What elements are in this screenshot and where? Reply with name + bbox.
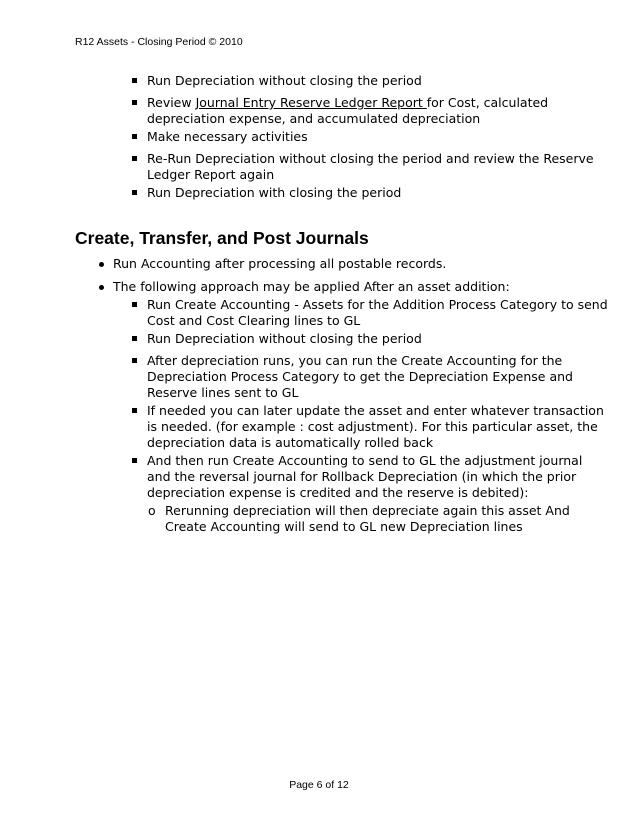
page-header: R12 Assets - Closing Period © 2010 [75,36,243,48]
list-item: Run Depreciation without closing the period [147,331,422,346]
bullet-square [132,134,137,139]
list-item-continuation: Ledger Report again [147,167,275,182]
list-item: After depreciation runs, you can run the Create Accounting for the [147,353,563,368]
list-item: And then run Create Accounting to send to GL the adjustment journal [147,453,583,468]
list-item: Run Create Accounting - Assets for the Addition Process Category to send [147,297,608,312]
list-item: Re-Run Depreciation without closing the period and review the Reserve [147,151,594,166]
bullet-circle: o [148,503,156,518]
bullet-square [132,78,137,83]
list-item: Run Depreciation without closing the period [147,73,422,88]
bullet-square [132,190,137,195]
list-item: Run Accounting after processing all postable records. [113,256,447,271]
report-link[interactable]: Journal Entry Reserve Ledger Report [195,95,427,110]
list-item: The following approach may be applied After an asset addition: [113,279,510,294]
list-item-continuation: Depreciation Process Category to get the Depreciation Expense and [147,369,573,384]
bullet-square [132,100,137,105]
bullet-square [132,302,137,307]
bullet-square [132,358,137,363]
list-item: Rerunning depreciation will then depreciate again this asset And [165,503,570,518]
section-heading: Create, Transfer, and Post Journals [75,228,369,248]
list-item-continuation: depreciation expense is credited and the reserve is debited): [147,485,529,500]
bullet-square [132,336,137,341]
item-text: for Cost, calculated [426,95,549,110]
bullet-dot [99,285,104,290]
list-item [147,95,548,112]
list-item: If needed you can later update the asset and enter whatever transaction [147,403,604,418]
list-item-continuation: Reserve lines sent to GL [147,385,299,400]
bullet-square [132,408,137,413]
list-item: Run Depreciation with closing the period [147,185,402,200]
list-item-continuation: depreciation data is automatically rolled back [147,435,434,450]
list-item-continuation: is needed. (for example : cost adjustment). For this particular asset, the [147,419,598,434]
bullet-square [132,156,137,161]
list-item-continuation: and the reversal journal for Rollback Depreciation (in which the prior [147,469,577,484]
list-item-continuation: Create Accounting will send to GL new Depreciation lines [165,519,523,534]
list-item: Make necessary activities [147,129,308,144]
bullet-square [132,458,137,463]
item-text: Review [147,95,196,110]
bullet-dot [99,262,104,267]
list-item-continuation: Cost and Cost Clearing lines to GL [147,313,361,328]
page-footer: Page 6 of 12 [289,779,349,791]
list-item-continuation: depreciation expense, and accumulated depreciation [147,111,481,126]
